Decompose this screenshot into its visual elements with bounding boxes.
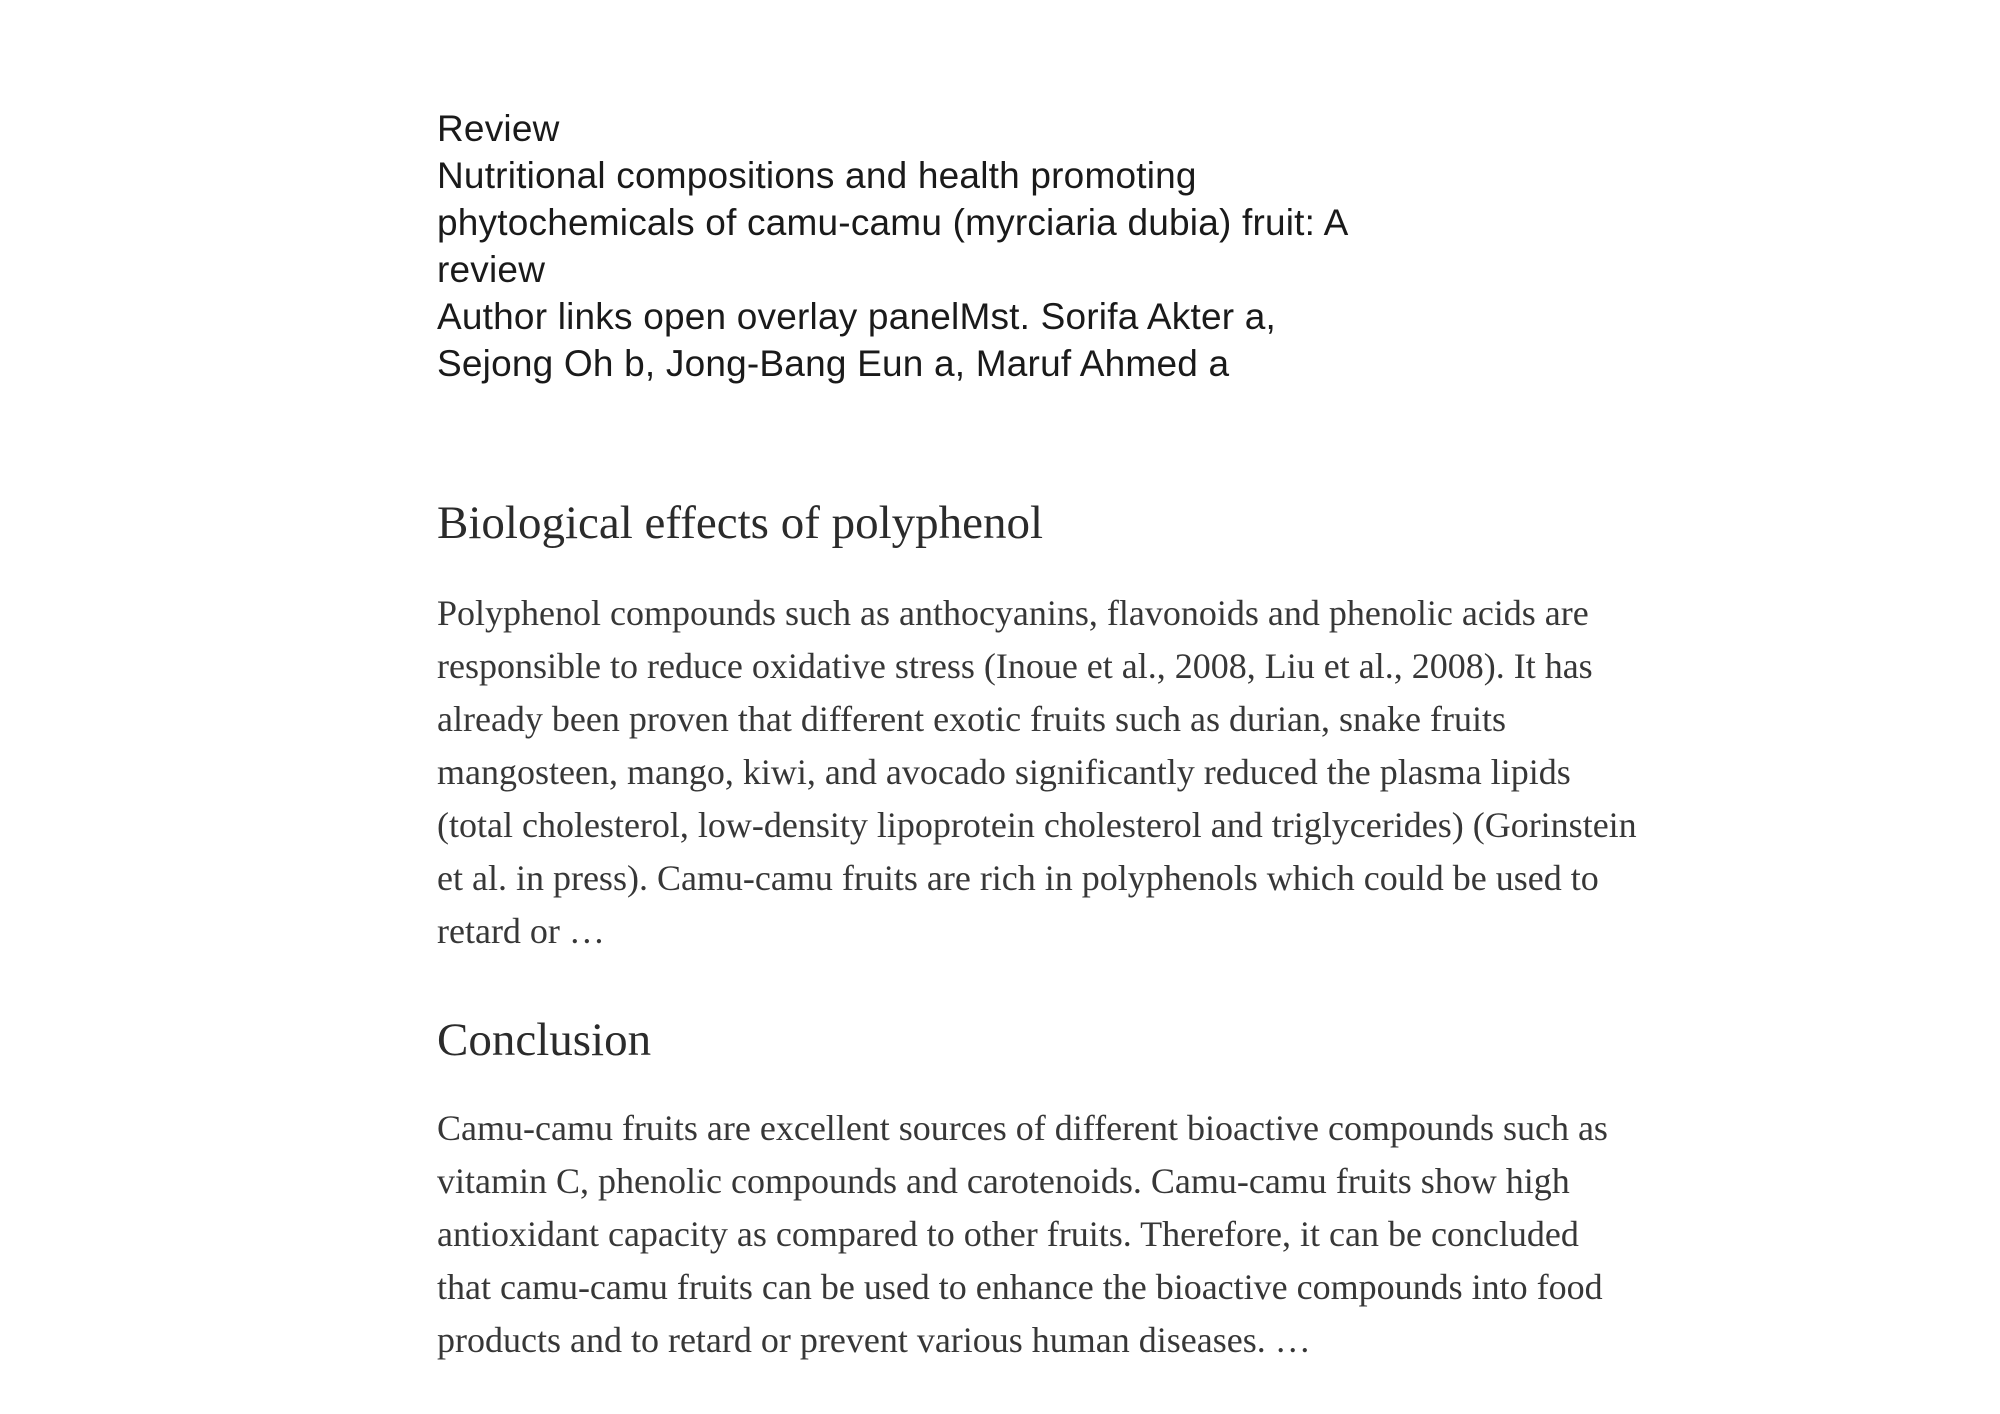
section-heading-conclusion: Conclusion — [437, 1014, 652, 1066]
author-links-line: Author links open overlay panelMst. Sorifa Akter a, Sejong Oh b, Jong-Bang Eun a, Maruf Ahmed a — [437, 296, 1277, 384]
section-paragraph-conclusion: Camu-camu fruits are excellent sources of different bioactive compounds such as vitamin C, phenolic compounds and carotenoids. Camu-camu fruits show high antioxidant capacity as compared to other fruits. Therefore, it can be concluded that camu-camu fruits can be used to enhance the bioactive compounds into food products and to retard or prevent various human diseases. … — [437, 1108, 1608, 1360]
article-type-kicker: Review — [437, 108, 560, 149]
section-paragraph-biological-effects: Polyphenol compounds such as anthocyanins, flavonoids and phenolic acids are responsible to reduce oxidative stress (Inoue et al., 2008, Liu et al., 2008). It has already been proven that different exotic fruits such as durian, snake fruits mangosteen, mango, kiwi, and avocado significantly reduced the plasma lipids (total cholesterol, low-density lipoprotein cholesterol and triglycerides) (Gorinstein et al. in press). Camu-camu fruits are rich in polyphenols which could be used to retard or … — [437, 593, 1637, 951]
section-heading-biological-effects: Biological effects of polyphenol — [437, 497, 1044, 549]
article-header — [437, 105, 1348, 387]
article-title: Nutritional compositions and health promoting phytochemicals of camu-camu (myrciaria dubia) fruit: A review — [437, 155, 1349, 290]
